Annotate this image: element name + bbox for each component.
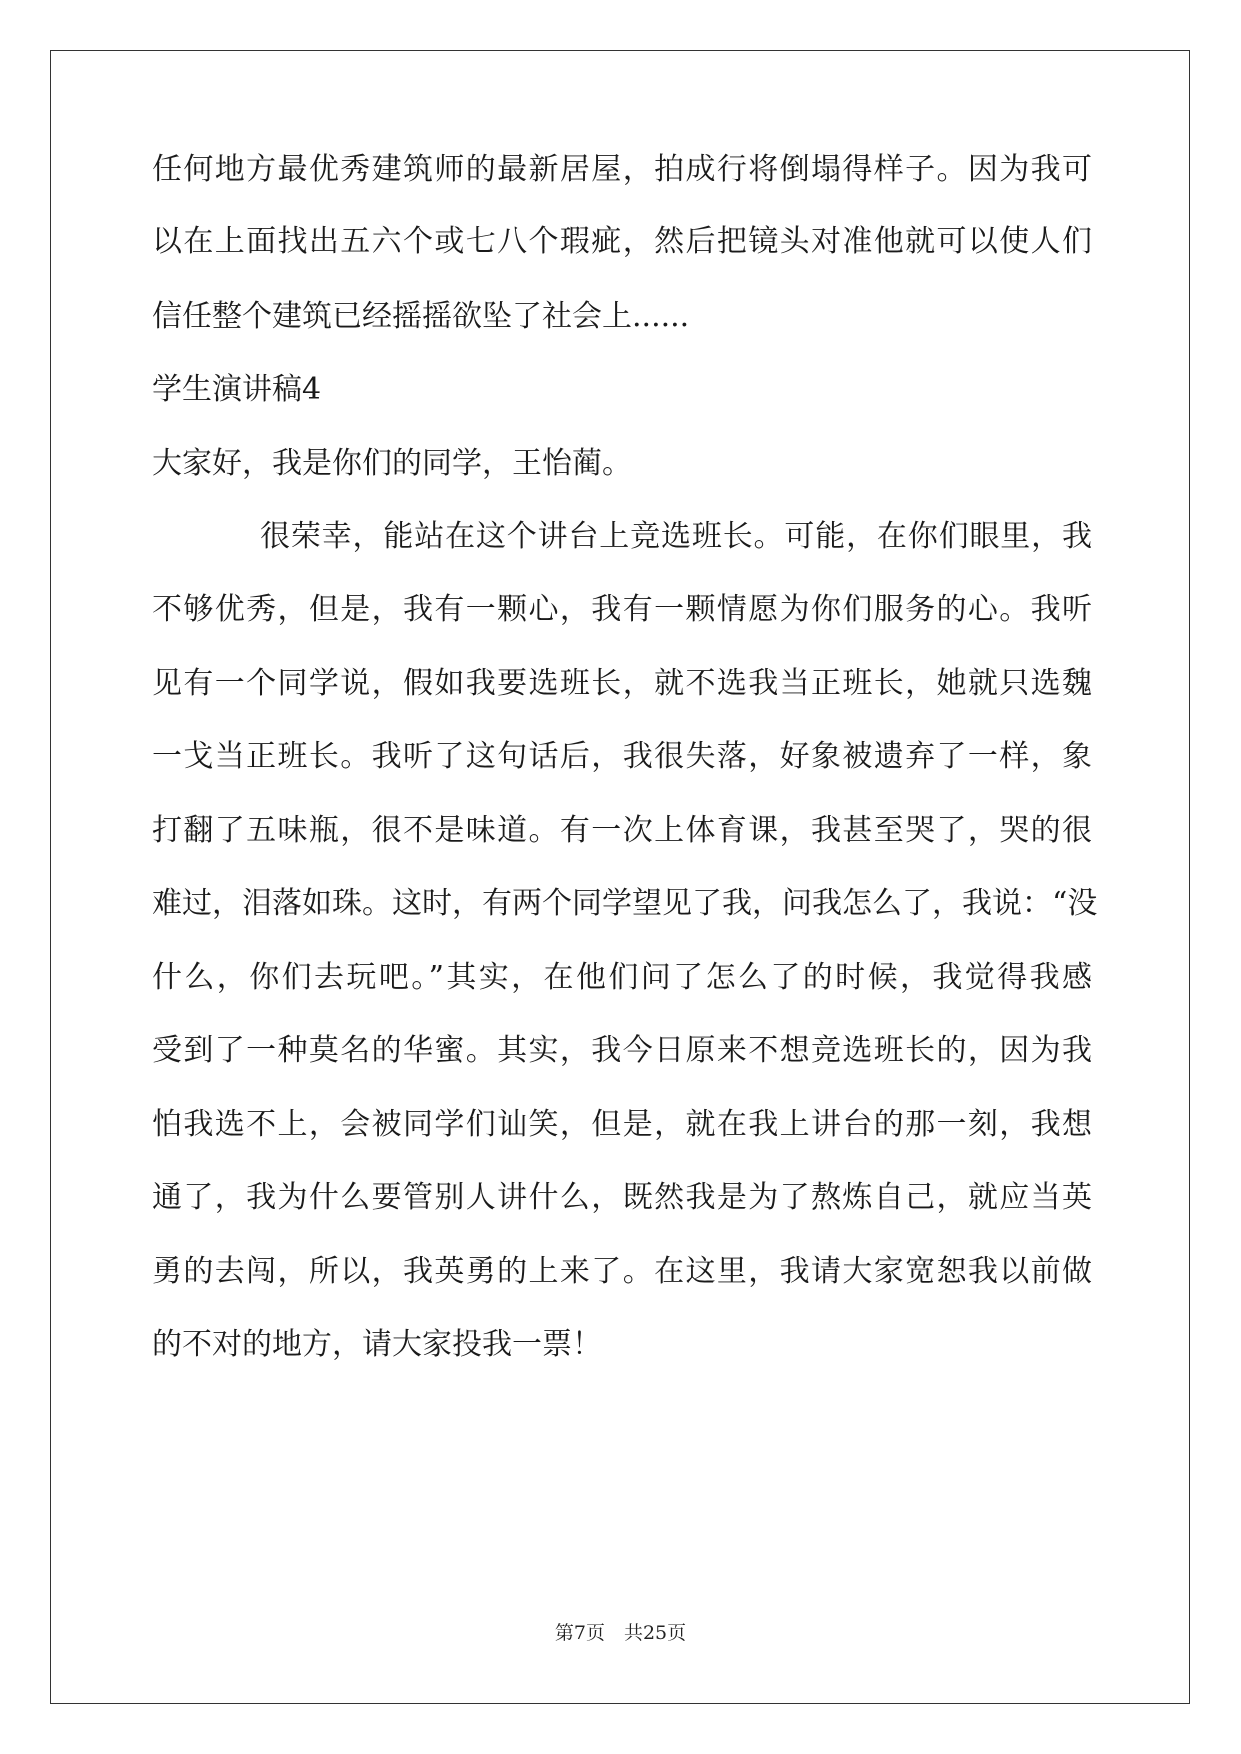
paragraph-line: 难过，泪落如珠。这时，有两个同学望见了我，问我怎么了，我说：“没 (152, 886, 1098, 921)
paragraph-line: 见有一个同学说，假如我要选班长，就不选我当正班长，她就只选魏 (152, 666, 1092, 701)
paragraph-line: 一戈当正班长。我听了这句话后，我很失落，好象被遗弃了一样，象 (152, 739, 1092, 774)
paragraph-line: 勇的去闯，所以，我英勇的上来了。在这里，我请大家宽恕我以前做 (152, 1254, 1092, 1289)
paragraph-line: 任何地方最优秀建筑师的最新居屋，拍成行将倒塌得样子。因为我可 (152, 152, 1092, 187)
paragraph-line: 怕我选不上，会被同学们讪笑，但是，就在我上讲台的那一刻，我想 (152, 1107, 1092, 1142)
paragraph-line: 什么，你们去玩吧。”其实，在他们问了怎么了的时候，我觉得我感 (152, 960, 1092, 995)
paragraph-line: 不够优秀，但是，我有一颗心，我有一颗情愿为你们服务的心。我听 (152, 592, 1092, 627)
paragraph-line: 以在上面找出五六个或七八个瑕疵，然后把镜头对准他就可以使人们 (152, 224, 1092, 259)
paragraph-line: 很荣幸，能站在这个讲台上竞选班长。可能，在你们眼里，我 (260, 519, 1092, 554)
paragraph-line: 信任整个建筑已经摇摇欲坠了社会上...... (152, 299, 690, 334)
paragraph-line: 受到了一种莫名的华蜜。其实，我今日原来不想竞选班长的，因为我 (152, 1033, 1092, 1068)
paragraph-line: 通了，我为什么要管别人讲什么，既然我是为了熬炼自己，就应当英 (152, 1180, 1092, 1215)
section-heading: 学生演讲稿4 (152, 372, 322, 407)
greeting-line: 大家好，我是你们的同学，王怡蔺。 (152, 446, 632, 481)
paragraph-line: 打翻了五味瓶，很不是味道。有一次上体育课，我甚至哭了，哭的很 (152, 813, 1092, 848)
page-number-footer: 第7页 共25页 (554, 1622, 687, 1644)
paragraph-line: 的不对的地方，请大家投我一票！ (152, 1327, 602, 1362)
